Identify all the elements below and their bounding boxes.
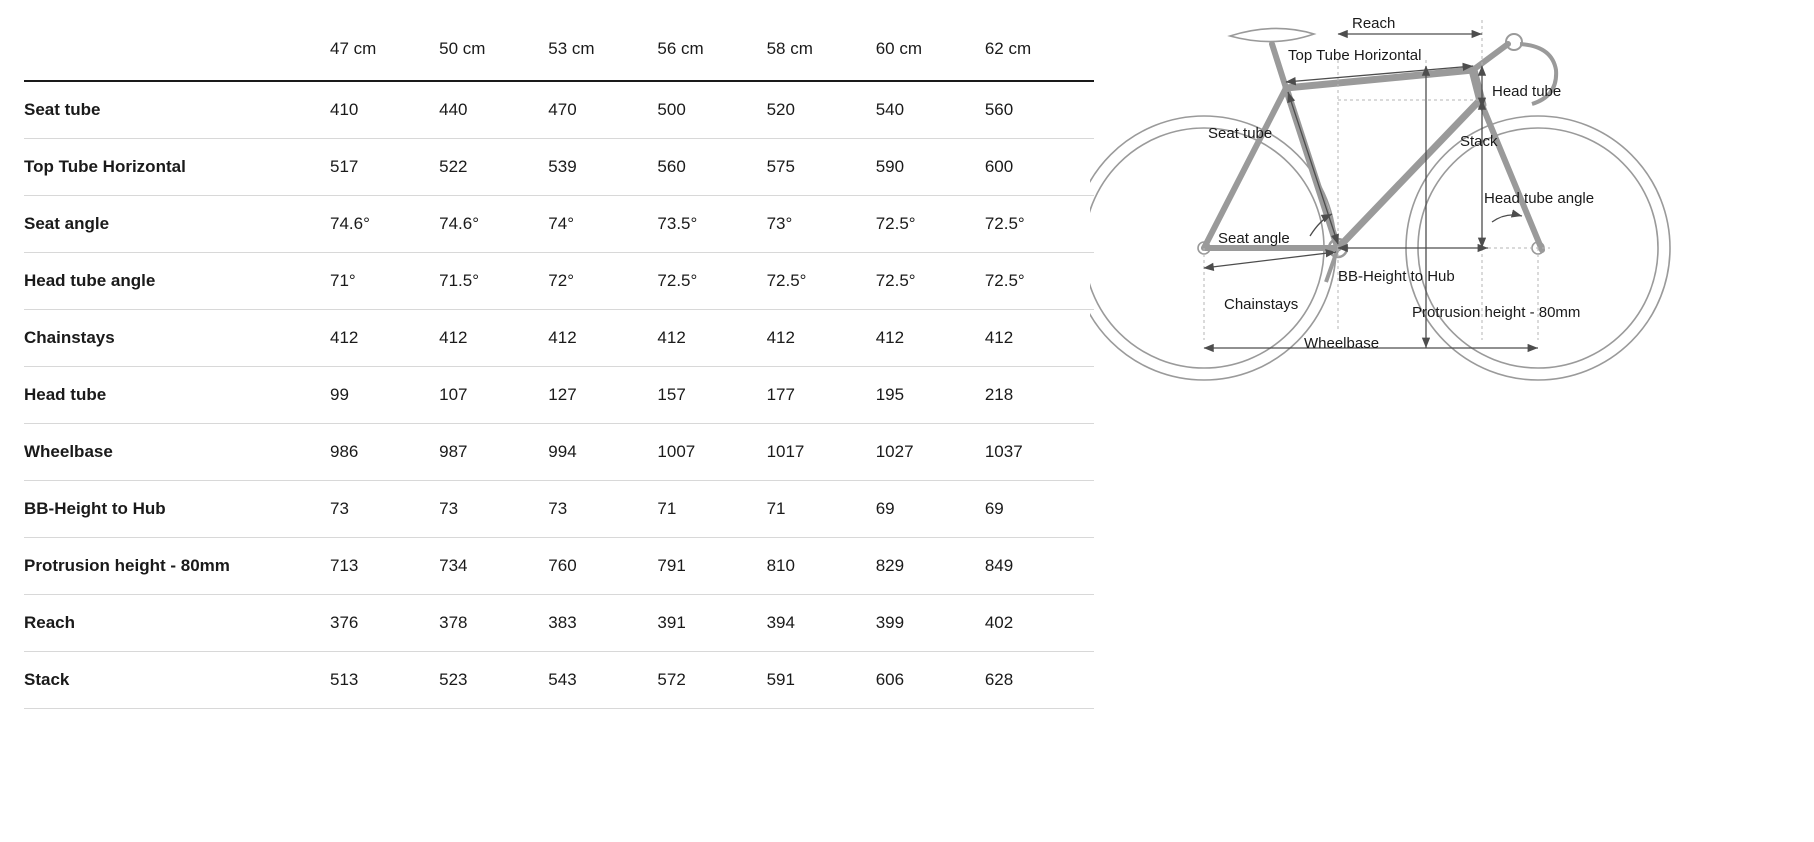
cell-top-tube-horizontal-60cm: 590 [875,157,905,176]
cell-head-tube-angle-60cm: 72.5° [875,271,916,290]
column-header-50cm: 50 cm [439,18,548,81]
cell-bb-height-to-hub-50cm: 73 [439,499,459,518]
cell-bb-height-to-hub-58cm: 71 [766,499,786,518]
cell-wheelbase-60cm: 1027 [875,442,914,461]
seatstay-line [1204,88,1286,248]
cell-wheelbase-62cm: 1037 [984,442,1023,461]
cell-chainstays-50cm: 412 [439,328,468,347]
row-label-head-tube-angle: Head tube angle [24,271,156,290]
cell-top-tube-horizontal-53cm: 539 [548,157,577,176]
bicycle-geometry-diagram [1090,0,1814,842]
cell-seat-tube-47cm: 410 [330,100,359,119]
cell-stack-58cm: 591 [766,670,795,689]
row-label-wheelbase: Wheelbase [24,442,113,461]
cell-reach-47cm: 376 [330,613,359,632]
cell-top-tube-horizontal-50cm: 522 [439,157,468,176]
cell-head-tube-angle-62cm: 72.5° [984,271,1025,290]
table-row [24,310,1094,367]
cell-chainstays-53cm: 412 [548,328,577,347]
cell-stack-50cm: 523 [439,670,468,689]
row-label-reach: Reach [24,613,76,632]
cell-head-tube-50cm: 107 [439,385,468,404]
table-body [24,81,1094,709]
geometry-table [24,18,1094,709]
cell-seat-angle-60cm: 72.5° [875,214,916,233]
cell-bb-height-to-hub-53cm: 73 [548,499,568,518]
label-seat-angle: Seat angle [1218,230,1290,247]
label-seat-tube: Seat tube [1208,125,1273,142]
chainstays-arrow [1204,252,1336,268]
table-header [24,18,1094,81]
cell-seat-angle-47cm: 74.6° [330,214,370,233]
table-corner-cell [24,18,330,81]
table-row [24,424,1094,481]
cell-reach-56cm: 391 [657,613,686,632]
cell-reach-58cm: 394 [766,613,795,632]
cell-stack-60cm: 606 [875,670,905,689]
label-stack: Stack [1460,133,1498,150]
cell-chainstays-58cm: 412 [766,328,795,347]
head-tube-angle-arc [1492,215,1522,222]
column-header-60cm: 60 cm [876,18,985,81]
row-label-seat-angle: Seat angle [24,214,110,233]
cell-protrusion-height-53cm: 760 [548,556,577,575]
cell-seat-tube-58cm: 520 [766,100,795,119]
table-row [24,196,1094,253]
cell-seat-tube-53cm: 470 [548,100,577,119]
cell-seat-angle-58cm: 73° [766,214,793,233]
row-label-bb-height-to-hub: BB-Height to Hub [24,499,166,518]
label-protrusion-height: Protrusion height - 80mm [1412,304,1581,321]
cell-chainstays-60cm: 412 [875,328,905,347]
table-row [24,652,1094,709]
label-wheelbase: Wheelbase [1304,335,1380,352]
cell-bb-height-to-hub-62cm: 69 [984,499,1004,518]
table-row [24,595,1094,652]
table-row [24,81,1094,139]
cell-head-tube-angle-56cm: 72.5° [657,271,698,290]
row-label-protrusion-height: Protrusion height - 80mm [24,556,230,575]
cell-head-tube-angle-53cm: 72° [548,271,574,290]
column-header-56cm: 56 cm [657,18,766,81]
cell-head-tube-56cm: 157 [657,385,686,404]
seat-post [1272,44,1286,88]
row-label-head-tube: Head tube [24,385,107,404]
cell-reach-53cm: 383 [548,613,577,632]
cell-protrusion-height-60cm: 829 [875,556,905,575]
label-head-tube-angle: Head tube angle [1484,190,1595,207]
seat-tube-arrow [1288,92,1338,244]
cell-reach-62cm: 402 [984,613,1014,632]
cell-top-tube-horizontal-58cm: 575 [766,157,795,176]
cell-seat-angle-50cm: 74.6° [439,214,480,233]
cell-chainstays-62cm: 412 [984,328,1014,347]
cell-reach-60cm: 399 [875,613,905,632]
cell-bb-height-to-hub-60cm: 69 [875,499,895,518]
cell-stack-53cm: 543 [548,670,577,689]
table-row [24,538,1094,595]
cell-stack-56cm: 572 [657,670,686,689]
cell-top-tube-horizontal-62cm: 600 [984,157,1014,176]
table-row [24,139,1094,196]
cell-seat-angle-62cm: 72.5° [984,214,1025,233]
label-reach: Reach [1352,15,1396,32]
fork-line [1482,105,1542,250]
cell-reach-50cm: 378 [439,613,468,632]
row-label-chainstays: Chainstays [24,328,115,347]
column-header-58cm: 58 cm [767,18,876,81]
table-header-row [24,18,1094,81]
saddle [1230,28,1314,41]
cell-head-tube-62cm: 218 [984,385,1014,404]
cell-top-tube-horizontal-47cm: 517 [330,157,359,176]
cell-head-tube-angle-50cm: 71.5° [439,271,480,290]
cell-seat-tube-60cm: 540 [875,100,905,119]
cell-head-tube-58cm: 177 [766,385,795,404]
cell-wheelbase-53cm: 994 [548,442,577,461]
cell-seat-tube-62cm: 560 [984,100,1014,119]
table-row [24,253,1094,310]
table-row [24,367,1094,424]
cell-seat-angle-56cm: 73.5° [657,214,698,233]
cell-protrusion-height-58cm: 810 [766,556,795,575]
cell-wheelbase-50cm: 987 [439,442,468,461]
column-header-53cm: 53 cm [548,18,657,81]
cell-protrusion-height-47cm: 713 [330,556,359,575]
cell-wheelbase-56cm: 1007 [657,442,696,461]
cell-stack-62cm: 628 [984,670,1014,689]
cell-head-tube-60cm: 195 [875,385,905,404]
down-tube-line [1338,100,1480,248]
cell-protrusion-height-50cm: 734 [439,556,468,575]
row-label-top-tube-horizontal: Top Tube Horizontal [24,157,186,176]
cell-wheelbase-58cm: 1017 [766,442,805,461]
cell-head-tube-angle-58cm: 72.5° [766,271,807,290]
cell-bb-height-to-hub-56cm: 71 [657,499,677,518]
cell-head-tube-angle-47cm: 71° [330,271,356,290]
cell-chainstays-56cm: 412 [657,328,686,347]
label-bb-height-to-hub: BB-Height to Hub [1338,268,1455,285]
cell-seat-tube-56cm: 500 [657,100,686,119]
label-chainstays: Chainstays [1224,296,1299,313]
cell-chainstays-47cm: 412 [330,328,359,347]
cell-protrusion-height-62cm: 849 [984,556,1014,575]
cell-protrusion-height-56cm: 791 [657,556,686,575]
column-header-47cm: 47 cm [330,18,439,81]
cell-seat-angle-53cm: 74° [548,214,574,233]
table-row [24,481,1094,538]
cell-bb-height-to-hub-47cm: 73 [330,499,349,518]
label-head-tube: Head tube [1492,83,1562,100]
row-label-stack: Stack [24,670,70,689]
cell-head-tube-47cm: 99 [330,385,349,404]
row-label-seat-tube: Seat tube [24,100,101,119]
cell-stack-47cm: 513 [330,670,359,689]
cell-head-tube-53cm: 127 [548,385,577,404]
cell-wheelbase-47cm: 986 [330,442,359,461]
label-top-tube-horizontal: Top Tube Horizontal [1288,47,1422,64]
cell-top-tube-horizontal-56cm: 560 [657,157,686,176]
cell-seat-tube-50cm: 440 [439,100,468,119]
stem-line [1473,44,1508,70]
column-header-62cm: 62 cm [985,18,1094,81]
